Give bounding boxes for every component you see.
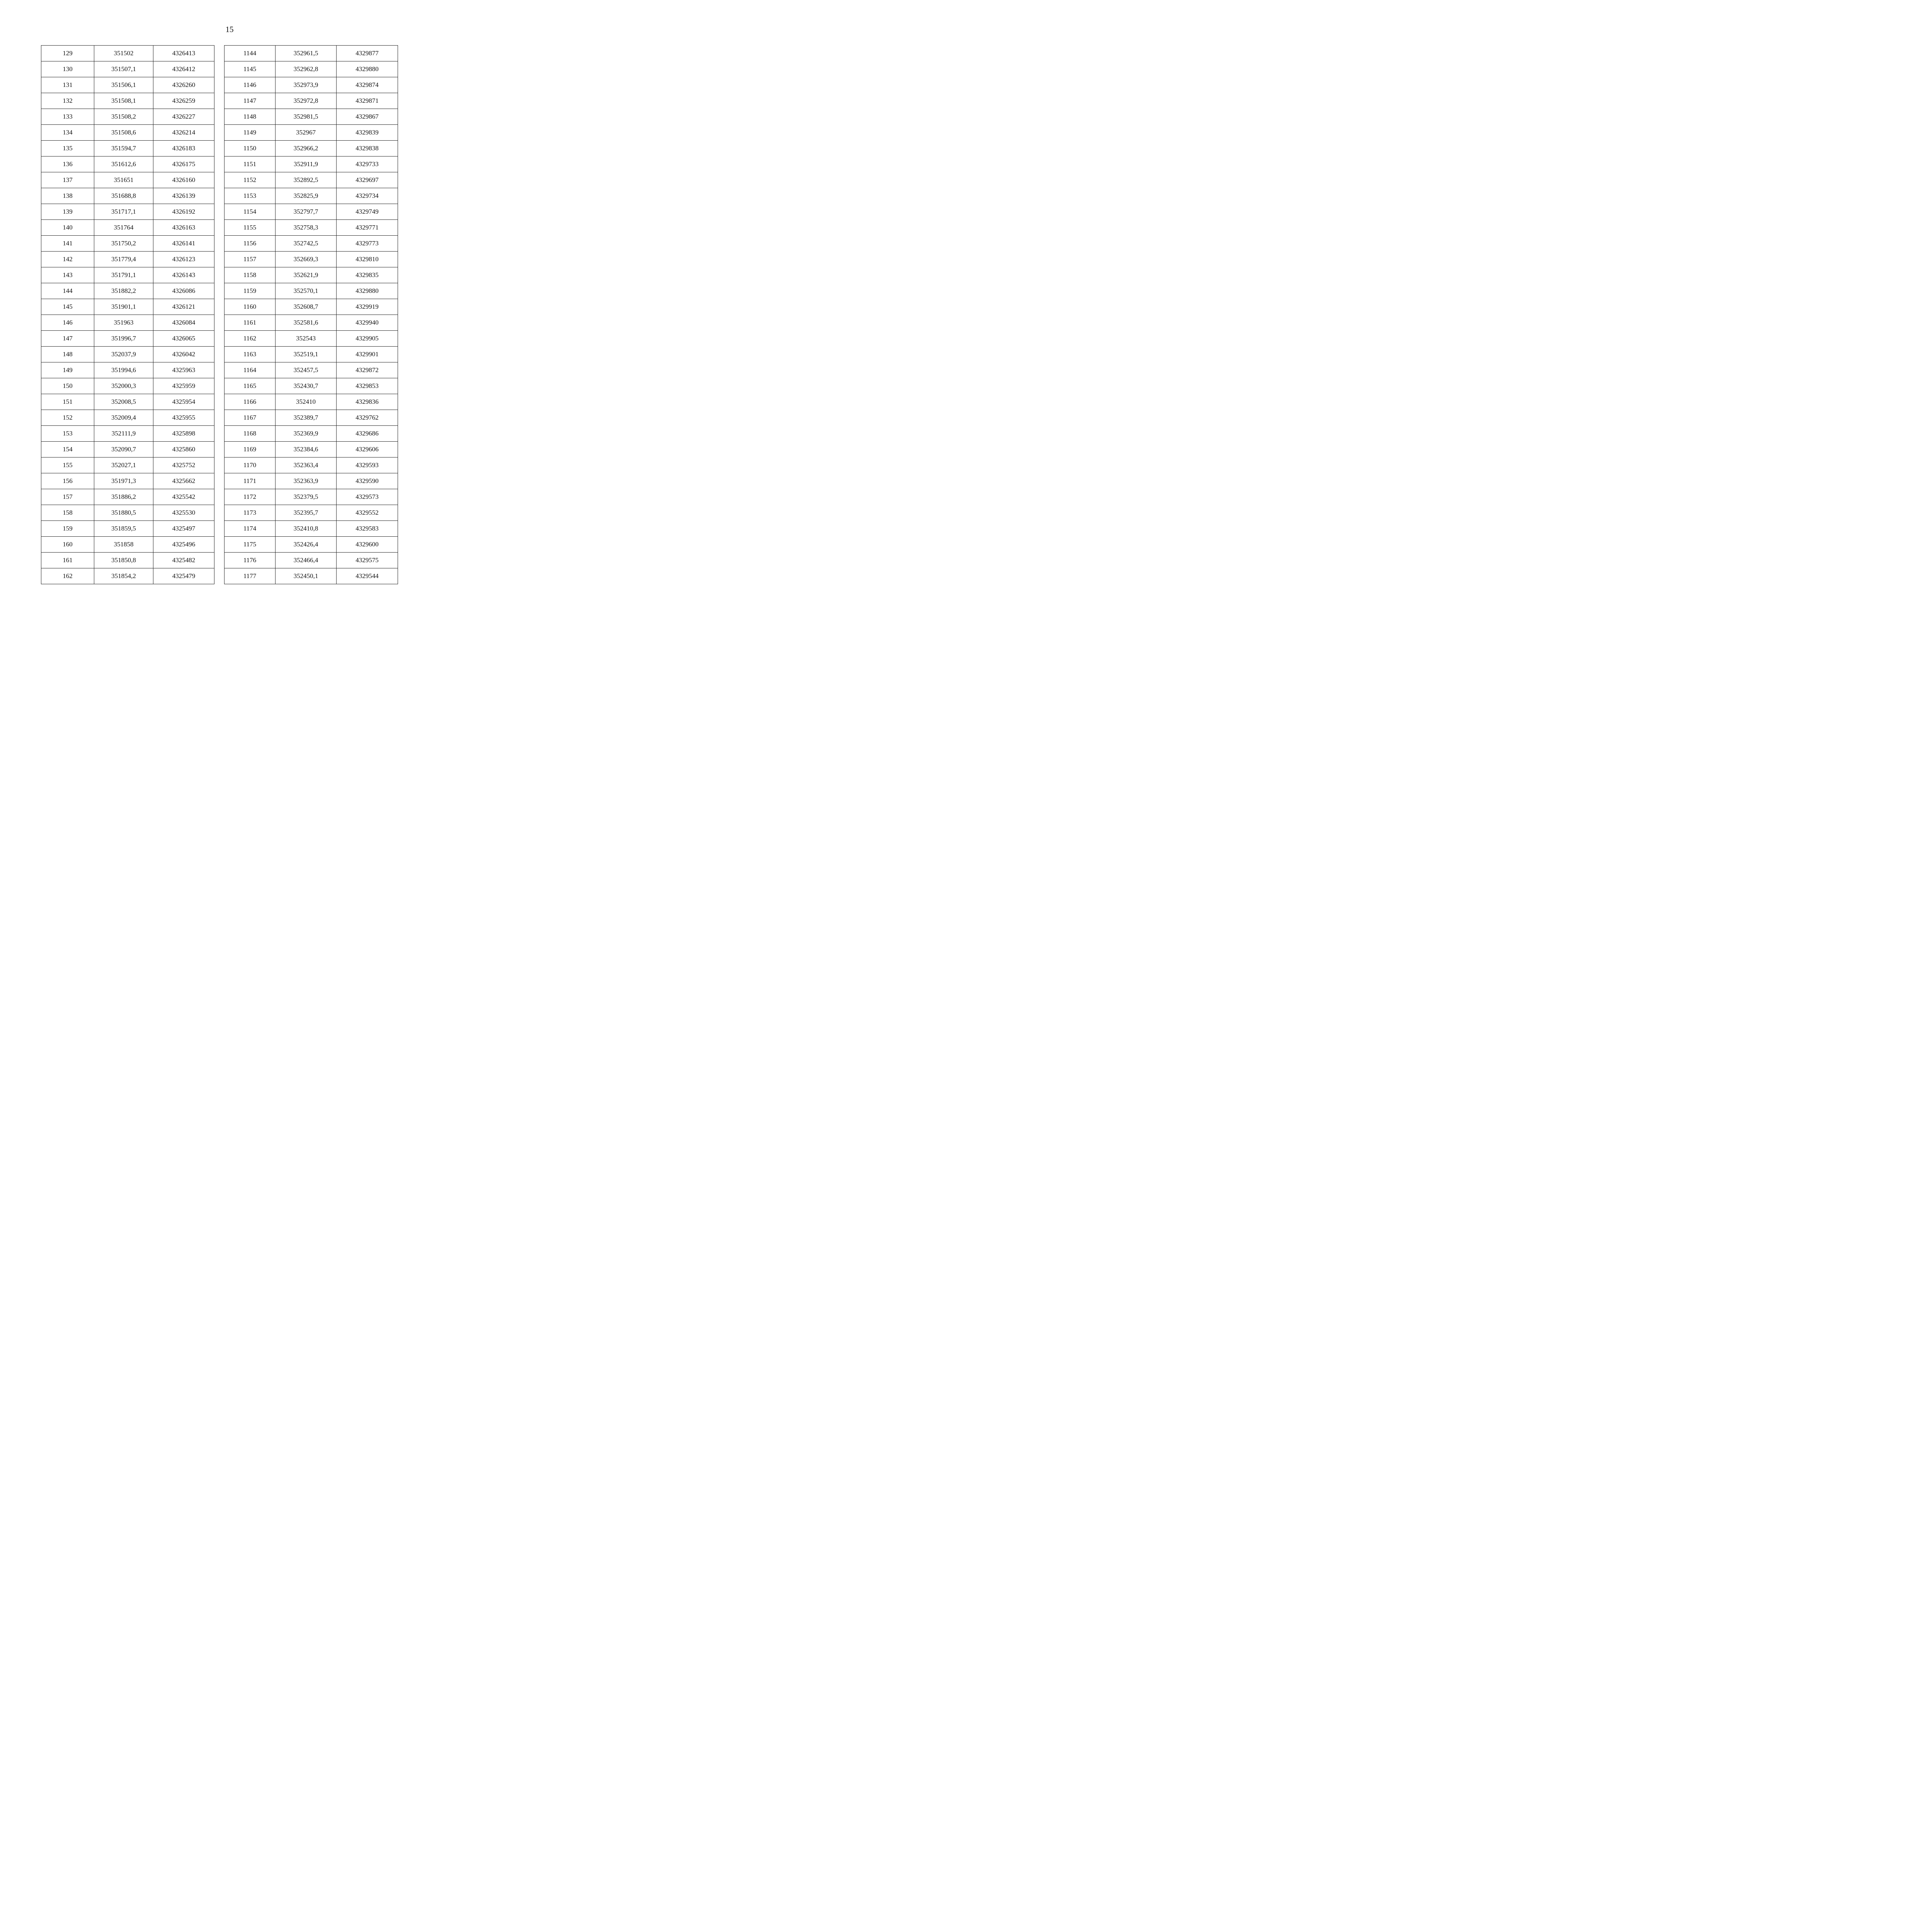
left-x-coordinate-cell: 351508,1 xyxy=(94,93,153,109)
table-row xyxy=(41,347,398,362)
table-row xyxy=(41,172,398,188)
left-y-coordinate-cell: 4326413 xyxy=(153,46,214,61)
right-x-coordinate-cell: 352389,7 xyxy=(276,410,337,426)
left-point-number-cell: 157 xyxy=(41,489,94,505)
column-separator xyxy=(214,267,225,283)
left-point-number-cell: 144 xyxy=(41,283,94,299)
left-y-coordinate-cell: 4326084 xyxy=(153,315,214,331)
table-row xyxy=(41,553,398,568)
right-y-coordinate-cell: 4329901 xyxy=(337,347,398,362)
left-x-coordinate-cell: 351502 xyxy=(94,46,153,61)
right-y-coordinate-cell: 4329836 xyxy=(337,394,398,410)
column-separator xyxy=(214,568,225,584)
left-x-coordinate-cell: 351779,4 xyxy=(94,252,153,267)
left-y-coordinate-cell: 4326086 xyxy=(153,283,214,299)
column-separator xyxy=(214,299,225,315)
column-separator xyxy=(214,141,225,156)
left-x-coordinate-cell: 351963 xyxy=(94,315,153,331)
right-y-coordinate-cell: 4329733 xyxy=(337,156,398,172)
right-x-coordinate-cell: 352966,2 xyxy=(276,141,337,156)
right-x-coordinate-cell: 352962,8 xyxy=(276,61,337,77)
table-row xyxy=(41,394,398,410)
right-point-number-cell: 1158 xyxy=(225,267,276,283)
right-y-coordinate-cell: 4329773 xyxy=(337,236,398,252)
left-point-number-cell: 161 xyxy=(41,553,94,568)
left-y-coordinate-cell: 4326139 xyxy=(153,188,214,204)
right-x-coordinate-cell: 352961,5 xyxy=(276,46,337,61)
right-y-coordinate-cell: 4329749 xyxy=(337,204,398,220)
left-point-number-cell: 151 xyxy=(41,394,94,410)
right-y-coordinate-cell: 4329871 xyxy=(337,93,398,109)
right-point-number-cell: 1162 xyxy=(225,331,276,347)
left-x-coordinate-cell: 351880,5 xyxy=(94,505,153,521)
left-x-coordinate-cell: 351996,7 xyxy=(94,331,153,347)
left-y-coordinate-cell: 4326123 xyxy=(153,252,214,267)
left-x-coordinate-cell: 351507,1 xyxy=(94,61,153,77)
column-separator xyxy=(214,220,225,236)
right-y-coordinate-cell: 4329880 xyxy=(337,283,398,299)
left-y-coordinate-cell: 4326175 xyxy=(153,156,214,172)
right-point-number-cell: 1168 xyxy=(225,426,276,442)
left-point-number-cell: 158 xyxy=(41,505,94,521)
right-x-coordinate-cell: 352608,7 xyxy=(276,299,337,315)
left-point-number-cell: 138 xyxy=(41,188,94,204)
right-y-coordinate-cell: 4329835 xyxy=(337,267,398,283)
right-x-coordinate-cell: 352410 xyxy=(276,394,337,410)
left-point-number-cell: 135 xyxy=(41,141,94,156)
right-x-coordinate-cell: 352426,4 xyxy=(276,537,337,553)
table-row xyxy=(41,283,398,299)
right-y-coordinate-cell: 4329686 xyxy=(337,426,398,442)
right-y-coordinate-cell: 4329810 xyxy=(337,252,398,267)
column-separator xyxy=(214,236,225,252)
table-row xyxy=(41,378,398,394)
left-y-coordinate-cell: 4326214 xyxy=(153,125,214,141)
right-point-number-cell: 1160 xyxy=(225,299,276,315)
left-x-coordinate-cell: 351750,2 xyxy=(94,236,153,252)
left-point-number-cell: 140 xyxy=(41,220,94,236)
left-point-number-cell: 137 xyxy=(41,172,94,188)
right-x-coordinate-cell: 352466,4 xyxy=(276,553,337,568)
left-point-number-cell: 130 xyxy=(41,61,94,77)
coordinates-table-body xyxy=(41,46,398,584)
left-y-coordinate-cell: 4326143 xyxy=(153,267,214,283)
left-x-coordinate-cell: 352008,5 xyxy=(94,394,153,410)
left-point-number-cell: 145 xyxy=(41,299,94,315)
table-row xyxy=(41,410,398,426)
right-x-coordinate-cell: 352758,3 xyxy=(276,220,337,236)
left-y-coordinate-cell: 4326042 xyxy=(153,347,214,362)
left-x-coordinate-cell: 351651 xyxy=(94,172,153,188)
right-y-coordinate-cell: 4329874 xyxy=(337,77,398,93)
right-point-number-cell: 1157 xyxy=(225,252,276,267)
left-y-coordinate-cell: 4326412 xyxy=(153,61,214,77)
left-y-coordinate-cell: 4326141 xyxy=(153,236,214,252)
right-y-coordinate-cell: 4329838 xyxy=(337,141,398,156)
left-point-number-cell: 143 xyxy=(41,267,94,283)
left-y-coordinate-cell: 4325954 xyxy=(153,394,214,410)
right-point-number-cell: 1150 xyxy=(225,141,276,156)
right-point-number-cell: 1149 xyxy=(225,125,276,141)
left-y-coordinate-cell: 4325959 xyxy=(153,378,214,394)
table-row xyxy=(41,457,398,473)
right-y-coordinate-cell: 4329593 xyxy=(337,457,398,473)
right-x-coordinate-cell: 352797,7 xyxy=(276,204,337,220)
right-y-coordinate-cell: 4329872 xyxy=(337,362,398,378)
right-x-coordinate-cell: 352967 xyxy=(276,125,337,141)
left-point-number-cell: 160 xyxy=(41,537,94,553)
table-row xyxy=(41,299,398,315)
left-point-number-cell: 132 xyxy=(41,93,94,109)
column-separator xyxy=(214,537,225,553)
left-y-coordinate-cell: 4326192 xyxy=(153,204,214,220)
right-x-coordinate-cell: 352519,1 xyxy=(276,347,337,362)
table-row xyxy=(41,220,398,236)
left-point-number-cell: 150 xyxy=(41,378,94,394)
right-point-number-cell: 1171 xyxy=(225,473,276,489)
table-row xyxy=(41,315,398,331)
right-x-coordinate-cell: 352430,7 xyxy=(276,378,337,394)
right-point-number-cell: 1155 xyxy=(225,220,276,236)
left-x-coordinate-cell: 351854,2 xyxy=(94,568,153,584)
right-y-coordinate-cell: 4329905 xyxy=(337,331,398,347)
table-row xyxy=(41,537,398,553)
column-separator xyxy=(214,362,225,378)
right-x-coordinate-cell: 352981,5 xyxy=(276,109,337,125)
left-y-coordinate-cell: 4326227 xyxy=(153,109,214,125)
left-x-coordinate-cell: 351508,2 xyxy=(94,109,153,125)
right-x-coordinate-cell: 352395,7 xyxy=(276,505,337,521)
left-point-number-cell: 153 xyxy=(41,426,94,442)
right-point-number-cell: 1147 xyxy=(225,93,276,109)
table-row xyxy=(41,77,398,93)
right-x-coordinate-cell: 352369,9 xyxy=(276,426,337,442)
column-separator xyxy=(214,331,225,347)
column-separator xyxy=(214,109,225,125)
left-point-number-cell: 155 xyxy=(41,457,94,473)
left-point-number-cell: 136 xyxy=(41,156,94,172)
left-point-number-cell: 147 xyxy=(41,331,94,347)
right-point-number-cell: 1165 xyxy=(225,378,276,394)
column-separator xyxy=(214,473,225,489)
left-point-number-cell: 133 xyxy=(41,109,94,125)
right-y-coordinate-cell: 4329839 xyxy=(337,125,398,141)
right-y-coordinate-cell: 4329590 xyxy=(337,473,398,489)
column-separator xyxy=(214,378,225,394)
left-y-coordinate-cell: 4325955 xyxy=(153,410,214,426)
right-y-coordinate-cell: 4329880 xyxy=(337,61,398,77)
right-x-coordinate-cell: 352669,3 xyxy=(276,252,337,267)
right-y-coordinate-cell: 4329877 xyxy=(337,46,398,61)
column-separator xyxy=(214,457,225,473)
table-row xyxy=(41,141,398,156)
left-point-number-cell: 149 xyxy=(41,362,94,378)
left-point-number-cell: 141 xyxy=(41,236,94,252)
right-y-coordinate-cell: 4329544 xyxy=(337,568,398,584)
table-row xyxy=(41,426,398,442)
right-y-coordinate-cell: 4329606 xyxy=(337,442,398,457)
right-x-coordinate-cell: 352363,4 xyxy=(276,457,337,473)
right-point-number-cell: 1159 xyxy=(225,283,276,299)
left-y-coordinate-cell: 4326065 xyxy=(153,331,214,347)
table-row xyxy=(41,236,398,252)
left-x-coordinate-cell: 352037,9 xyxy=(94,347,153,362)
table-row xyxy=(41,489,398,505)
right-point-number-cell: 1174 xyxy=(225,521,276,537)
column-separator xyxy=(214,252,225,267)
right-x-coordinate-cell: 352543 xyxy=(276,331,337,347)
left-y-coordinate-cell: 4325860 xyxy=(153,442,214,457)
table-row xyxy=(41,505,398,521)
left-y-coordinate-cell: 4326163 xyxy=(153,220,214,236)
right-x-coordinate-cell: 352973,9 xyxy=(276,77,337,93)
left-point-number-cell: 159 xyxy=(41,521,94,537)
left-x-coordinate-cell: 351850,8 xyxy=(94,553,153,568)
column-separator xyxy=(214,442,225,457)
table-row xyxy=(41,125,398,141)
column-separator xyxy=(214,204,225,220)
left-x-coordinate-cell: 352009,4 xyxy=(94,410,153,426)
right-y-coordinate-cell: 4329575 xyxy=(337,553,398,568)
right-point-number-cell: 1173 xyxy=(225,505,276,521)
table-row xyxy=(41,93,398,109)
left-x-coordinate-cell: 351594,7 xyxy=(94,141,153,156)
right-point-number-cell: 1170 xyxy=(225,457,276,473)
column-separator xyxy=(214,521,225,537)
right-point-number-cell: 1176 xyxy=(225,553,276,568)
left-x-coordinate-cell: 352090,7 xyxy=(94,442,153,457)
left-point-number-cell: 142 xyxy=(41,252,94,267)
column-separator xyxy=(214,61,225,77)
right-point-number-cell: 1175 xyxy=(225,537,276,553)
right-point-number-cell: 1154 xyxy=(225,204,276,220)
right-x-coordinate-cell: 352457,5 xyxy=(276,362,337,378)
left-y-coordinate-cell: 4326121 xyxy=(153,299,214,315)
column-separator xyxy=(214,283,225,299)
right-point-number-cell: 1152 xyxy=(225,172,276,188)
right-y-coordinate-cell: 4329583 xyxy=(337,521,398,537)
right-x-coordinate-cell: 352911,9 xyxy=(276,156,337,172)
table-row xyxy=(41,252,398,267)
left-y-coordinate-cell: 4325482 xyxy=(153,553,214,568)
right-y-coordinate-cell: 4329573 xyxy=(337,489,398,505)
left-y-coordinate-cell: 4325497 xyxy=(153,521,214,537)
left-x-coordinate-cell: 351764 xyxy=(94,220,153,236)
column-separator xyxy=(214,553,225,568)
right-point-number-cell: 1166 xyxy=(225,394,276,410)
left-point-number-cell: 152 xyxy=(41,410,94,426)
column-separator xyxy=(214,315,225,331)
right-x-coordinate-cell: 352410,8 xyxy=(276,521,337,537)
right-point-number-cell: 1164 xyxy=(225,362,276,378)
right-point-number-cell: 1172 xyxy=(225,489,276,505)
left-y-coordinate-cell: 4326160 xyxy=(153,172,214,188)
left-point-number-cell: 162 xyxy=(41,568,94,584)
table-row xyxy=(41,204,398,220)
left-y-coordinate-cell: 4325752 xyxy=(153,457,214,473)
column-separator xyxy=(214,394,225,410)
left-point-number-cell: 131 xyxy=(41,77,94,93)
table-row xyxy=(41,267,398,283)
left-x-coordinate-cell: 351506,1 xyxy=(94,77,153,93)
column-separator xyxy=(214,156,225,172)
right-point-number-cell: 1177 xyxy=(225,568,276,584)
left-x-coordinate-cell: 351791,1 xyxy=(94,267,153,283)
right-y-coordinate-cell: 4329940 xyxy=(337,315,398,331)
left-point-number-cell: 134 xyxy=(41,125,94,141)
left-y-coordinate-cell: 4326183 xyxy=(153,141,214,156)
left-y-coordinate-cell: 4325898 xyxy=(153,426,214,442)
left-x-coordinate-cell: 351688,8 xyxy=(94,188,153,204)
right-x-coordinate-cell: 352621,9 xyxy=(276,267,337,283)
table-row xyxy=(41,109,398,125)
right-point-number-cell: 1144 xyxy=(225,46,276,61)
left-point-number-cell: 146 xyxy=(41,315,94,331)
right-x-coordinate-cell: 352450,1 xyxy=(276,568,337,584)
left-y-coordinate-cell: 4325479 xyxy=(153,568,214,584)
right-y-coordinate-cell: 4329771 xyxy=(337,220,398,236)
right-x-coordinate-cell: 352972,8 xyxy=(276,93,337,109)
column-separator xyxy=(214,347,225,362)
left-y-coordinate-cell: 4325496 xyxy=(153,537,214,553)
left-x-coordinate-cell: 351994,6 xyxy=(94,362,153,378)
table-row xyxy=(41,362,398,378)
left-y-coordinate-cell: 4325530 xyxy=(153,505,214,521)
left-point-number-cell: 154 xyxy=(41,442,94,457)
table-row xyxy=(41,473,398,489)
right-x-coordinate-cell: 352363,9 xyxy=(276,473,337,489)
table-row xyxy=(41,61,398,77)
table-row xyxy=(41,46,398,61)
page-number: 15 xyxy=(225,25,234,34)
right-point-number-cell: 1169 xyxy=(225,442,276,457)
left-point-number-cell: 148 xyxy=(41,347,94,362)
left-x-coordinate-cell: 351886,2 xyxy=(94,489,153,505)
coordinates-table xyxy=(41,45,398,584)
left-x-coordinate-cell: 352111,9 xyxy=(94,426,153,442)
right-x-coordinate-cell: 352384,6 xyxy=(276,442,337,457)
left-x-coordinate-cell: 351901,1 xyxy=(94,299,153,315)
left-x-coordinate-cell: 351858 xyxy=(94,537,153,553)
table-row xyxy=(41,442,398,457)
right-point-number-cell: 1163 xyxy=(225,347,276,362)
left-x-coordinate-cell: 351717,1 xyxy=(94,204,153,220)
right-x-coordinate-cell: 352892,5 xyxy=(276,172,337,188)
column-separator xyxy=(214,410,225,426)
column-separator xyxy=(214,426,225,442)
right-x-coordinate-cell: 352825,9 xyxy=(276,188,337,204)
table-row xyxy=(41,331,398,347)
column-separator xyxy=(214,172,225,188)
right-y-coordinate-cell: 4329697 xyxy=(337,172,398,188)
right-y-coordinate-cell: 4329867 xyxy=(337,109,398,125)
right-y-coordinate-cell: 4329762 xyxy=(337,410,398,426)
left-x-coordinate-cell: 352000,3 xyxy=(94,378,153,394)
right-point-number-cell: 1148 xyxy=(225,109,276,125)
column-separator xyxy=(214,93,225,109)
right-point-number-cell: 1146 xyxy=(225,77,276,93)
right-y-coordinate-cell: 4329734 xyxy=(337,188,398,204)
left-x-coordinate-cell: 351882,2 xyxy=(94,283,153,299)
right-y-coordinate-cell: 4329853 xyxy=(337,378,398,394)
right-x-coordinate-cell: 352570,1 xyxy=(276,283,337,299)
right-point-number-cell: 1145 xyxy=(225,61,276,77)
right-point-number-cell: 1153 xyxy=(225,188,276,204)
column-separator xyxy=(214,77,225,93)
left-y-coordinate-cell: 4325963 xyxy=(153,362,214,378)
right-x-coordinate-cell: 352581,6 xyxy=(276,315,337,331)
right-y-coordinate-cell: 4329552 xyxy=(337,505,398,521)
right-point-number-cell: 1151 xyxy=(225,156,276,172)
left-point-number-cell: 156 xyxy=(41,473,94,489)
right-point-number-cell: 1156 xyxy=(225,236,276,252)
right-x-coordinate-cell: 352742,5 xyxy=(276,236,337,252)
right-point-number-cell: 1167 xyxy=(225,410,276,426)
left-x-coordinate-cell: 351859,5 xyxy=(94,521,153,537)
left-y-coordinate-cell: 4326260 xyxy=(153,77,214,93)
table-row xyxy=(41,156,398,172)
left-point-number-cell: 139 xyxy=(41,204,94,220)
column-separator xyxy=(214,46,225,61)
column-separator xyxy=(214,188,225,204)
left-x-coordinate-cell: 352027,1 xyxy=(94,457,153,473)
column-separator xyxy=(214,505,225,521)
left-x-coordinate-cell: 351612,6 xyxy=(94,156,153,172)
left-y-coordinate-cell: 4325542 xyxy=(153,489,214,505)
table-row xyxy=(41,188,398,204)
right-point-number-cell: 1161 xyxy=(225,315,276,331)
left-point-number-cell: 129 xyxy=(41,46,94,61)
table-row xyxy=(41,568,398,584)
column-separator xyxy=(214,125,225,141)
right-y-coordinate-cell: 4329600 xyxy=(337,537,398,553)
right-x-coordinate-cell: 352379,5 xyxy=(276,489,337,505)
column-separator xyxy=(214,489,225,505)
left-y-coordinate-cell: 4325662 xyxy=(153,473,214,489)
table-row xyxy=(41,521,398,537)
left-x-coordinate-cell: 351508,6 xyxy=(94,125,153,141)
right-y-coordinate-cell: 4329919 xyxy=(337,299,398,315)
left-x-coordinate-cell: 351971,3 xyxy=(94,473,153,489)
left-y-coordinate-cell: 4326259 xyxy=(153,93,214,109)
